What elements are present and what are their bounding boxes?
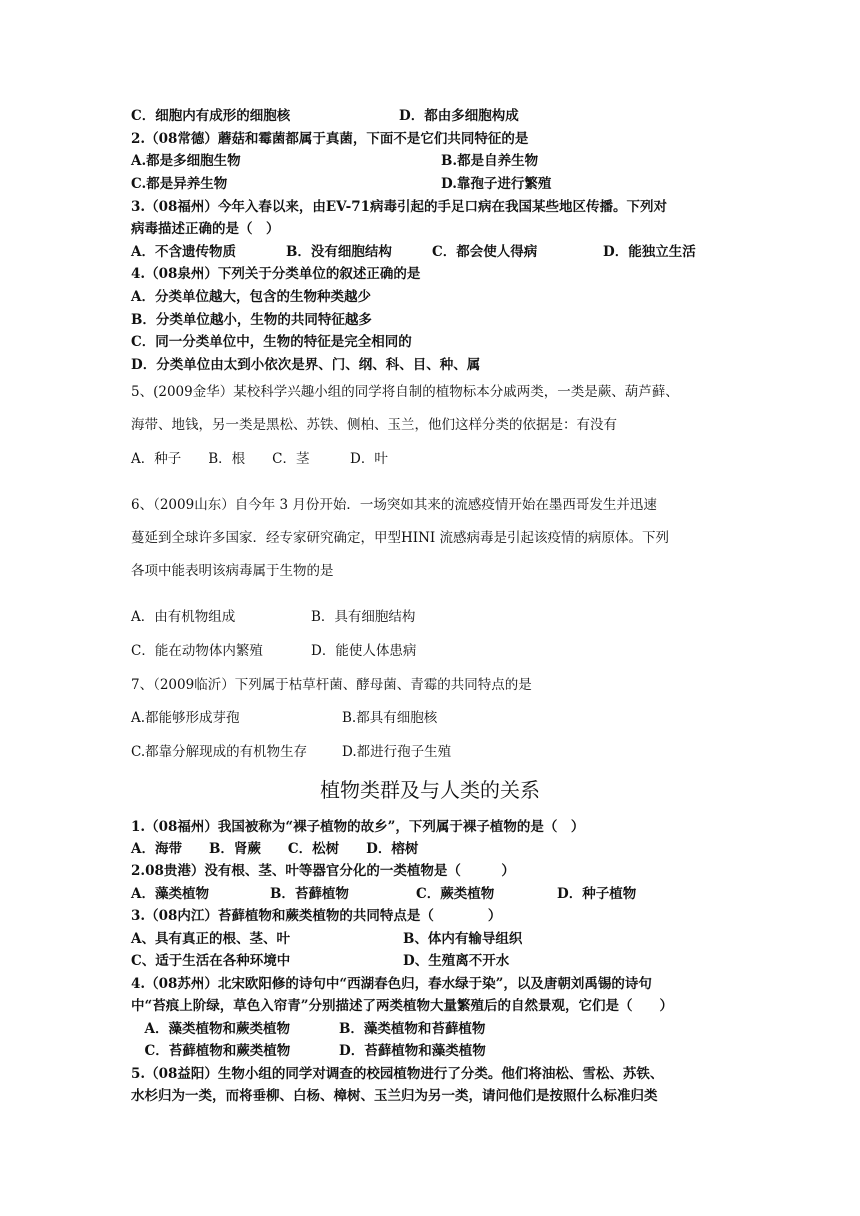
question-stem: 3.（08福州）今年入春以来，由EV-71病毒引起的手足口病在我国某些地区传播。下列对 <box>131 199 668 215</box>
option-line: A．海带 B．肾蕨 C．松树 D．榕树 <box>131 841 419 857</box>
question-stem: 4.（08泉州）下列关于分类单位的叙述正确的是 <box>131 266 421 282</box>
option-line: A．不含遗传物质 B．没有细胞结构 C．都会使人得病 D．能独立生活 <box>131 244 696 260</box>
option-line: C、适于生活在各种环境中 D、生殖离不开水 <box>131 953 510 969</box>
option-line: A.都能够形成芽孢 B.都具有细胞核 <box>131 710 438 726</box>
question-stem: 1.（08福州）我国被称为“裸子植物的故乡”，下列属于裸子植物的是（ ） <box>131 819 585 835</box>
question-stem: 4.（08苏州）北宋欧阳修的诗句中“西湖春色归，春水绿于染”，以及唐朝刘禹锡的诗句 <box>131 976 652 992</box>
question-stem: 2.（08常德）蘑菇和霉菌都属于真菌，下面不是它们共同特征的是 <box>131 131 529 147</box>
option-line: A、具有真正的根、茎、叶 B、体内有输导组织 <box>131 931 523 947</box>
question-stem: 5、(2009金华）某校科学兴趣小组的同学将自制的植物标本分戚两类，一类是蕨、葫芦藓、 <box>131 384 679 400</box>
question-stem: 病毒描述正确的是（ ） <box>131 221 280 237</box>
option-line: A．藻类植物和蕨类植物 B．藻类植物和苔藓植物 <box>131 1021 486 1037</box>
option-line: C.都靠分解现成的有机物生存 D.都进行孢子生殖 <box>131 744 452 760</box>
section-title: 植物类群及与人类的关系 <box>320 778 540 802</box>
question-stem: 3.（08内江）苔藓植物和蕨类植物的共同特点是（ ） <box>131 908 502 924</box>
option-line: B．分类单位越小，生物的共同特征越多 <box>131 312 372 328</box>
option-line: A.都是多细胞生物 B.都是自养生物 <box>131 153 539 169</box>
question-stem: 各项中能表明该病毒属于生物的是 <box>131 563 334 579</box>
option-line: A．藻类植物 B．苔藓植物 C．蕨类植物 D．种子植物 <box>131 886 637 902</box>
option-line: C．苔藓植物和蕨类植物 D．苔藓植物和藻类植物 <box>131 1043 486 1059</box>
question-stem: 海带、地钱，另一类是黑松、苏铁、侧柏、玉兰，他们这样分类的依据是：有没有 <box>131 417 617 433</box>
option-line: A．种子 B．根 C．茎 D．叶 <box>131 451 388 467</box>
option-line: A．由有机物组成 B．具有细胞结构 <box>131 609 416 625</box>
option-line: C.都是异养生物 D.靠孢子进行繁殖 <box>131 176 552 192</box>
option-line: A．分类单位越大，包含的生物种类越少 <box>131 289 371 305</box>
question-stem: 蔓延到全球许多国家．经专家研究确定，甲型HINI 流感病毒是引起该疫情的病原体。下列 <box>131 530 670 546</box>
question-stem: 7、（2009临沂）下列属于枯草杆菌、酵母菌、青霉的共同特点的是 <box>131 677 532 693</box>
question-stem: 水杉归为一类，而将垂柳、白杨、樟树、玉兰归为另一类，请问他们是按照什么标准归类 <box>131 1088 658 1104</box>
question-stem: 2.08贵港）没有根、茎、叶等器官分化的一类植物是（ ） <box>131 863 515 879</box>
option-line: C．同一分类单位中，生物的特征是完全相同的 <box>131 334 412 350</box>
question-stem: 6、（2009山东）自今年 3 月份开始．一场突如其来的流感疫情开始在墨西哥发生并迅速 <box>131 497 657 513</box>
text-line: C．细胞内有成形的细胞核 D．都由多细胞构成 <box>131 108 519 124</box>
question-stem: 中“苔痕上阶绿，草色入帘青”分别描述了两类植物大量繁殖后的自然景观，它们是（ ） <box>131 998 674 1014</box>
question-stem: 5.（08益阳）生物小组的同学对调查的校园植物进行了分类。他们将油松、雪松、苏铁、 <box>131 1066 664 1082</box>
option-line: C．能在动物体内繁殖 D．能使人体患病 <box>131 643 417 659</box>
option-line: D．分类单位由太到小依次是界、门、纲、科、目、种、属 <box>131 357 481 373</box>
